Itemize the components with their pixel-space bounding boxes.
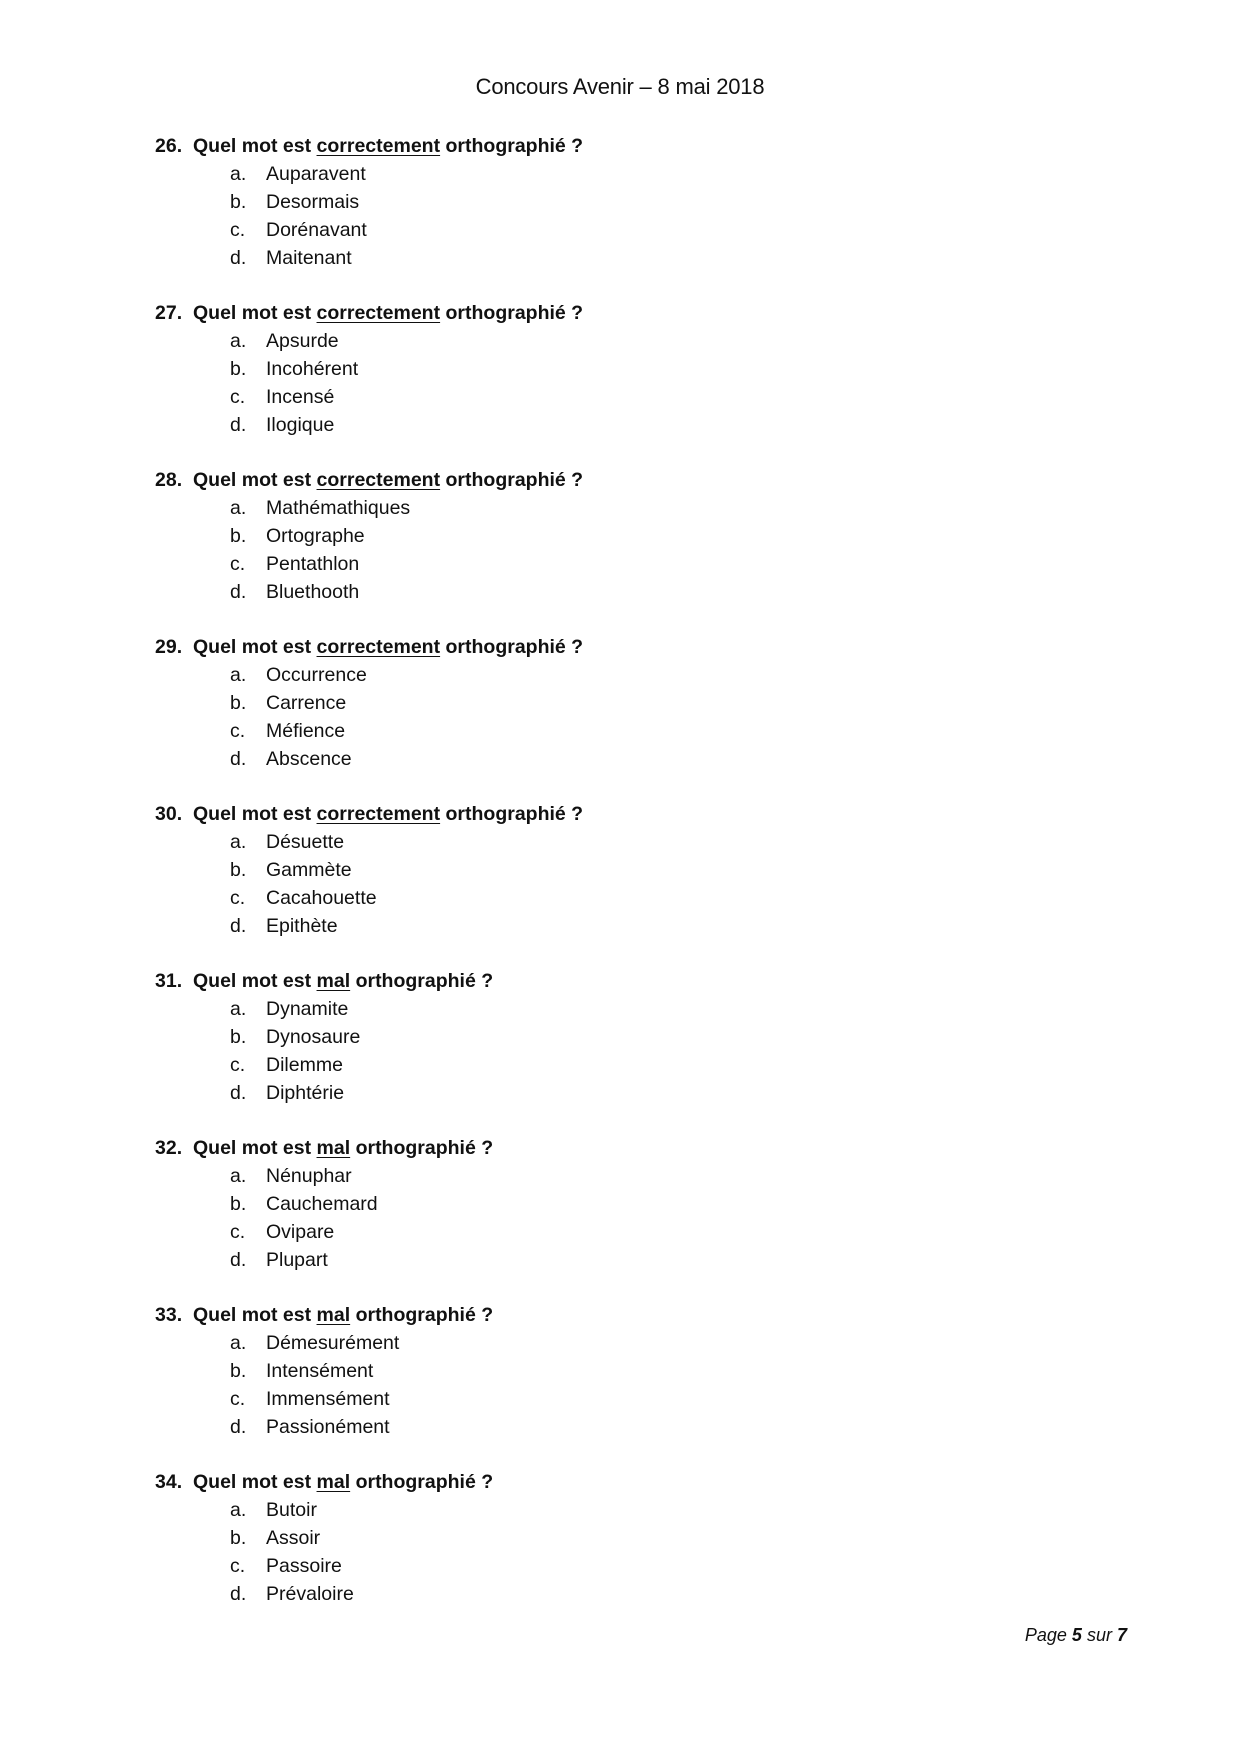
question-suffix: orthographié ? xyxy=(445,636,584,658)
answer-option xyxy=(155,828,1055,856)
option-text: Prévaloire xyxy=(266,1583,354,1605)
option-letter: a. xyxy=(230,163,247,185)
question-number: 26. xyxy=(155,135,183,157)
question-item xyxy=(155,633,1055,773)
answer-option xyxy=(155,1524,1055,1552)
option-letter: d. xyxy=(230,1082,247,1104)
answer-option xyxy=(155,522,1055,550)
option-letter: d. xyxy=(230,581,247,603)
question-item xyxy=(155,466,1055,606)
question-item xyxy=(155,967,1055,1107)
option-text: Mathémathiques xyxy=(266,497,411,519)
option-letter: a. xyxy=(230,1332,247,1354)
answer-option xyxy=(155,578,1055,606)
question-title xyxy=(155,800,1055,828)
answer-option xyxy=(155,1162,1055,1190)
option-letter: a. xyxy=(230,664,247,686)
option-letter: d. xyxy=(230,1249,247,1271)
answer-option xyxy=(155,1051,1055,1079)
question-prefix: Quel mot est xyxy=(193,469,312,491)
option-letter: d. xyxy=(230,1583,247,1605)
option-letter: b. xyxy=(230,525,247,547)
question-title xyxy=(155,466,1055,494)
option-letter: b. xyxy=(230,1026,247,1048)
page-footer xyxy=(1025,1625,1127,1646)
option-letter: c. xyxy=(230,1054,246,1076)
option-letter: b. xyxy=(230,358,247,380)
answer-options xyxy=(155,1162,1055,1274)
question-prefix: Quel mot est xyxy=(193,636,312,658)
answer-option xyxy=(155,1190,1055,1218)
answer-option xyxy=(155,1079,1055,1107)
answer-options xyxy=(155,1329,1055,1441)
question-title xyxy=(155,299,1055,327)
answer-option xyxy=(155,160,1055,188)
answer-options xyxy=(155,1496,1055,1608)
question-item xyxy=(155,800,1055,940)
answer-option xyxy=(155,912,1055,940)
page-label: Page xyxy=(1024,1625,1067,1645)
question-suffix: orthographié ? xyxy=(355,1137,494,1159)
option-letter: d. xyxy=(230,1416,247,1438)
question-keyword: mal xyxy=(316,1137,351,1159)
option-text: Occurrence xyxy=(266,664,367,686)
option-text: Gammète xyxy=(266,859,352,881)
answer-options xyxy=(155,828,1055,940)
option-letter: c. xyxy=(230,553,246,575)
option-letter: c. xyxy=(230,1221,246,1243)
answer-options xyxy=(155,494,1055,606)
option-text: Désuette xyxy=(266,831,345,853)
option-text: Ortographe xyxy=(266,525,365,547)
answer-option xyxy=(155,188,1055,216)
option-letter: b. xyxy=(230,692,247,714)
option-text: Intensément xyxy=(266,1360,374,1382)
question-number: 27. xyxy=(155,302,183,324)
option-text: Dorénavant xyxy=(266,219,367,241)
option-text: Carrence xyxy=(266,692,347,714)
answer-option xyxy=(155,717,1055,745)
answer-options xyxy=(155,160,1055,272)
question-item xyxy=(155,132,1055,272)
option-letter: b. xyxy=(230,859,247,881)
question-title xyxy=(155,1134,1055,1162)
question-keyword: correctement xyxy=(316,302,441,324)
option-text: Immensément xyxy=(266,1388,390,1410)
question-keyword: mal xyxy=(316,970,351,992)
question-title xyxy=(155,132,1055,160)
question-number: 31. xyxy=(155,970,183,992)
answer-option xyxy=(155,1023,1055,1051)
question-prefix: Quel mot est xyxy=(193,1137,312,1159)
answer-option xyxy=(155,327,1055,355)
answer-option xyxy=(155,1580,1055,1608)
option-text: Plupart xyxy=(266,1249,328,1271)
option-text: Bluethooth xyxy=(266,581,360,603)
answer-option xyxy=(155,411,1055,439)
answer-option xyxy=(155,995,1055,1023)
option-letter: d. xyxy=(230,414,247,436)
option-letter: a. xyxy=(230,330,247,352)
option-text: Dilemme xyxy=(266,1054,343,1076)
question-prefix: Quel mot est xyxy=(193,970,312,992)
option-text: Incohérent xyxy=(266,358,359,380)
option-text: Passoire xyxy=(266,1555,342,1577)
answer-option xyxy=(155,1413,1055,1441)
question-item xyxy=(155,1134,1055,1274)
page-sep: sur xyxy=(1086,1625,1112,1645)
question-title xyxy=(155,1468,1055,1496)
option-text: Diphtérie xyxy=(266,1082,345,1104)
question-number: 29. xyxy=(155,636,183,658)
option-text: Ovipare xyxy=(266,1221,335,1243)
option-letter: a. xyxy=(230,1499,247,1521)
question-item xyxy=(155,1301,1055,1441)
option-letter: c. xyxy=(230,1388,246,1410)
question-number: 34. xyxy=(155,1471,183,1493)
option-text: Incensé xyxy=(266,386,335,408)
option-text: Dynamite xyxy=(266,998,349,1020)
answer-options xyxy=(155,661,1055,773)
question-suffix: orthographié ? xyxy=(355,1304,494,1326)
answer-options xyxy=(155,995,1055,1107)
option-letter: b. xyxy=(230,1193,247,1215)
option-letter: b. xyxy=(230,1360,247,1382)
question-number: 33. xyxy=(155,1304,183,1326)
question-keyword: correctement xyxy=(316,469,441,491)
answer-option xyxy=(155,1246,1055,1274)
option-letter: d. xyxy=(230,247,247,269)
answer-option xyxy=(155,745,1055,773)
question-title xyxy=(155,633,1055,661)
option-letter: a. xyxy=(230,1165,247,1187)
option-letter: a. xyxy=(230,998,247,1020)
question-title xyxy=(155,1301,1055,1329)
option-text: Abscence xyxy=(266,748,352,770)
question-prefix: Quel mot est xyxy=(193,1304,312,1326)
option-letter: c. xyxy=(230,887,246,909)
option-letter: b. xyxy=(230,191,247,213)
option-text: Dynosaure xyxy=(266,1026,361,1048)
question-prefix: Quel mot est xyxy=(193,135,312,157)
question-suffix: orthographié ? xyxy=(355,1471,494,1493)
option-text: Ilogique xyxy=(266,414,335,436)
option-text: Passionément xyxy=(266,1416,390,1438)
option-letter: d. xyxy=(230,915,247,937)
question-keyword: mal xyxy=(316,1471,351,1493)
question-item xyxy=(155,1468,1055,1608)
option-text: Démesurément xyxy=(266,1332,400,1354)
question-keyword: correctement xyxy=(316,135,441,157)
answer-option xyxy=(155,355,1055,383)
option-letter: d. xyxy=(230,748,247,770)
question-number: 30. xyxy=(155,803,183,825)
option-letter: b. xyxy=(230,1527,247,1549)
answer-option xyxy=(155,494,1055,522)
answer-option xyxy=(155,1385,1055,1413)
answer-option xyxy=(155,216,1055,244)
answer-option xyxy=(155,661,1055,689)
option-text: Pentathlon xyxy=(266,553,360,575)
page-total: 7 xyxy=(1116,1625,1127,1645)
answer-option xyxy=(155,884,1055,912)
option-letter: a. xyxy=(230,497,247,519)
page-current: 5 xyxy=(1071,1625,1082,1645)
option-text: Butoir xyxy=(266,1499,317,1521)
question-suffix: orthographié ? xyxy=(445,302,584,324)
option-letter: c. xyxy=(230,386,246,408)
option-text: Cacahouette xyxy=(266,887,377,909)
question-keyword: correctement xyxy=(316,636,441,658)
answer-option xyxy=(155,1496,1055,1524)
answer-option xyxy=(155,1329,1055,1357)
answer-option xyxy=(155,856,1055,884)
question-number: 28. xyxy=(155,469,183,491)
question-prefix: Quel mot est xyxy=(193,1471,312,1493)
option-letter: a. xyxy=(230,831,247,853)
option-text: Desormais xyxy=(266,191,360,213)
answer-option xyxy=(155,689,1055,717)
option-text: Auparavent xyxy=(266,163,366,185)
option-text: Apsurde xyxy=(266,330,339,352)
question-suffix: orthographié ? xyxy=(445,469,584,491)
question-title xyxy=(155,967,1055,995)
question-suffix: orthographié ? xyxy=(355,970,494,992)
question-suffix: orthographié ? xyxy=(445,135,584,157)
question-prefix: Quel mot est xyxy=(193,302,312,324)
page-header xyxy=(0,74,1240,100)
option-letter: c. xyxy=(230,219,246,241)
question-number: 32. xyxy=(155,1137,183,1159)
document-title: Concours Avenir – 8 mai 2018 xyxy=(475,74,765,99)
answer-option xyxy=(155,244,1055,272)
answer-options xyxy=(155,327,1055,439)
question-keyword: correctement xyxy=(316,803,441,825)
option-text: Maitenant xyxy=(266,247,352,269)
question-suffix: orthographié ? xyxy=(445,803,584,825)
option-text: Méfience xyxy=(266,720,346,742)
option-letter: c. xyxy=(230,720,246,742)
question-list xyxy=(155,132,1055,1635)
answer-option xyxy=(155,1357,1055,1385)
option-letter: c. xyxy=(230,1555,246,1577)
question-keyword: mal xyxy=(316,1304,351,1326)
option-text: Cauchemard xyxy=(266,1193,378,1215)
question-prefix: Quel mot est xyxy=(193,803,312,825)
answer-option xyxy=(155,550,1055,578)
answer-option xyxy=(155,1218,1055,1246)
option-text: Assoir xyxy=(266,1527,321,1549)
option-text: Nénuphar xyxy=(266,1165,352,1187)
question-item xyxy=(155,299,1055,439)
answer-option xyxy=(155,383,1055,411)
option-text: Epithète xyxy=(266,915,338,937)
answer-option xyxy=(155,1552,1055,1580)
